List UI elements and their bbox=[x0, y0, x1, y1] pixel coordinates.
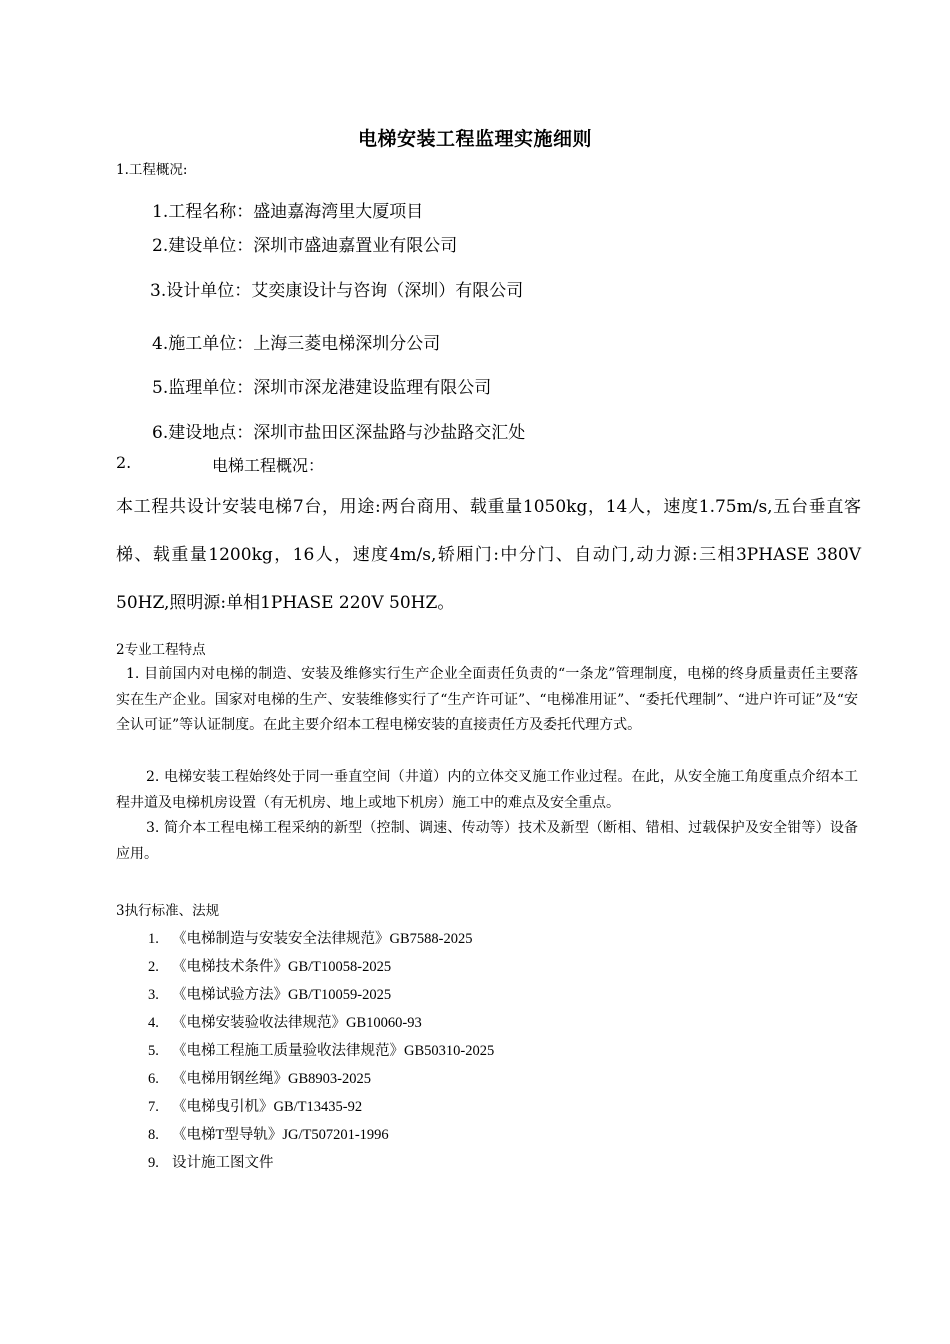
section-heading-elevator-overview: 电梯工程概况： bbox=[212, 456, 325, 475]
project-info-location: 6.建设地点：深圳市盐田区深盐路与沙盐路交汇处 bbox=[152, 423, 526, 443]
standard-item: 9. 设计施工图文件 bbox=[148, 1155, 274, 1171]
standard-item: 1. 《电梯制造与安装安全法律规范》GB7588-2025 bbox=[148, 931, 473, 947]
section-heading-overview: 1.工程概况: bbox=[116, 162, 188, 178]
document-title: 电梯安装工程监理实施细则 bbox=[357, 128, 592, 150]
features-paragraph-3: 3. 简介本工程电梯工程采纳的新型（控制、调速、传动等）技术及新型（断相、错相、过载保护及安全钳等）设备应用。 bbox=[116, 820, 858, 862]
features-paragraph-2: 2. 电梯安装工程始终处于同一垂直空间（井道）内的立体交叉施工作业过程。在此，从安全施工角度重点介绍本工程井道及电梯机房设置（有无机房、地上或地下机房）施工中的难点及安全重点。 bbox=[116, 769, 858, 811]
project-info-owner: 2.建设单位：深圳市盛迪嘉置业有限公司 bbox=[152, 236, 458, 256]
standard-item: 2. 《电梯技术条件》GB/T10058-2025 bbox=[148, 959, 392, 975]
standard-item: 3. 《电梯试验方法》GB/T10059-2025 bbox=[148, 987, 392, 1003]
section-heading-features: 2专业工程特点 bbox=[116, 642, 206, 658]
standard-item: 7. 《电梯曳引机》GB/T13435-92 bbox=[148, 1099, 363, 1115]
elevator-overview-body: 本工程共设计安装电梯7台，用途:两台商用、载重量1050kg，14人，速度1.75m/s,五台垂直客梯、载重量1200kg，16人，速度4m/s,轿厢门:中分门、自动门,动力源:三相3PHASE 380V 50HZ,照明源:单相1PHASE 220V 50HZ。 bbox=[116, 497, 861, 613]
standard-item: 4. 《电梯安装验收法律规范》GB10060-93 bbox=[148, 1015, 422, 1031]
section-heading-standards: 3执行标准、法规 bbox=[116, 903, 220, 919]
standard-item: 8. 《电梯T型导轨》JG/T507201-1996 bbox=[148, 1127, 389, 1143]
project-info-contractor: 4.施工单位：上海三菱电梯深圳分公司 bbox=[152, 334, 441, 354]
standard-item: 5. 《电梯工程施工质量验收法律规范》GB50310-2025 bbox=[148, 1043, 495, 1059]
features-paragraph-1: 1. 目前国内对电梯的制造、安装及维修实行生产企业全面责任负责的“一条龙”管理制度，电梯的终身质量责任主要落实在生产企业。国家对电梯的生产、安装维修实行了“生产许可证”、“电梯准用证”、“委托代理制”、“进户许可证”及“安全认可证”等认证制度。在此主要介绍本工程电梯安装的直接责任方及委托代理方式。 bbox=[116, 666, 858, 733]
project-info-designer: 3.设计单位：艾奕康设计与咨询（深圳）有限公司 bbox=[150, 281, 524, 301]
project-info-name: 1.工程名称：盛迪嘉海湾里大厦项目 bbox=[152, 202, 424, 222]
standard-item: 6. 《电梯用钢丝绳》GB8903-2025 bbox=[148, 1071, 371, 1087]
section-number-elevator-overview: 2. bbox=[116, 453, 132, 472]
project-info-supervisor: 5.监理单位：深圳市深龙港建设监理有限公司 bbox=[152, 378, 492, 398]
